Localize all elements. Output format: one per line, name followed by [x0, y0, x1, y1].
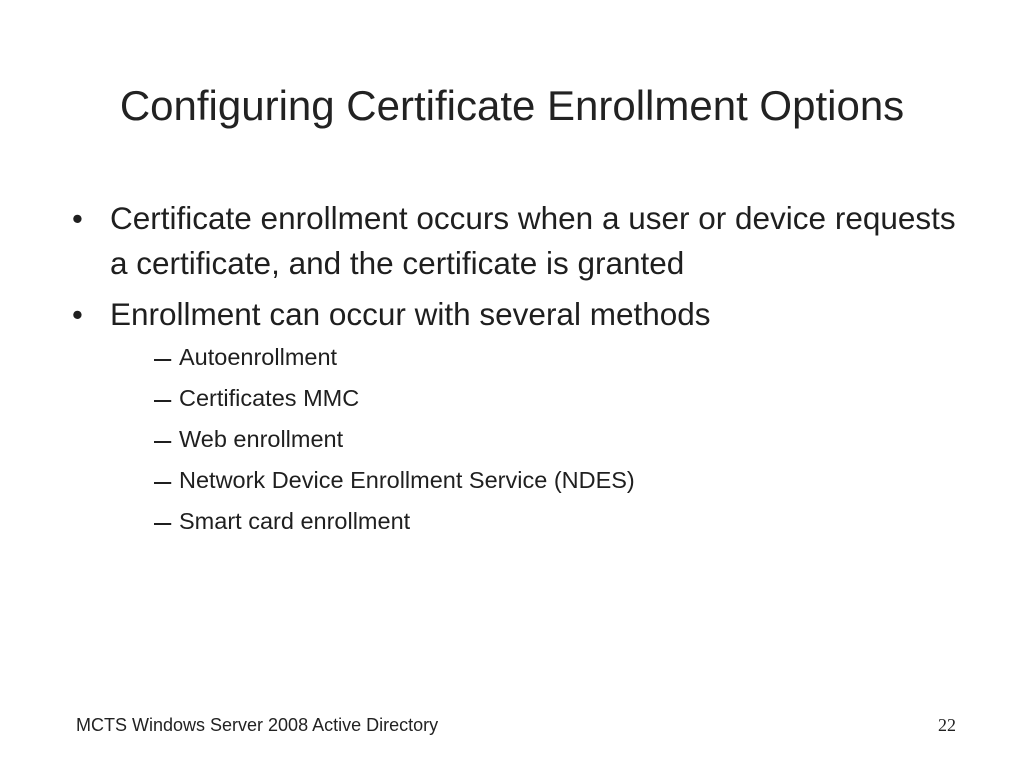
sub-bullet-item [154, 337, 972, 378]
dash-mark: – [154, 504, 172, 539]
dash-mark: – [154, 381, 172, 416]
footer-course-title: MCTS Windows Server 2008 Active Directory [76, 715, 439, 735]
bullet-list [72, 196, 972, 548]
sub-bullet-text: Network Device Enrollment Service (NDES) [179, 467, 635, 493]
slide-title: Configuring Certificate Enrollment Options [119, 82, 905, 129]
bullet-text: Certificate enrollment occurs when a user or device requests a certificate, and the certificate is granted [110, 200, 956, 281]
sub-bullet-text: Smart card enrollment [179, 508, 411, 534]
bullet-mark: • [72, 297, 83, 332]
sub-bullet-list [110, 337, 972, 542]
dash-mark: – [154, 463, 172, 498]
sub-bullet-item [154, 419, 972, 460]
dash-mark: – [154, 340, 172, 375]
sub-bullet-item [154, 501, 972, 542]
dash-mark: – [154, 422, 172, 457]
bullet-text: Enrollment can occur with several methods [110, 296, 711, 332]
sub-bullet-text: Certificates MMC [179, 385, 360, 411]
sub-bullet-text: Autoenrollment [179, 344, 338, 370]
sub-bullet-item [154, 460, 972, 501]
slide-number: 22 [938, 715, 956, 735]
bullet-item [72, 196, 972, 286]
bullet-mark: • [72, 201, 83, 236]
sub-bullet-item [154, 378, 972, 419]
bullet-item [72, 292, 972, 542]
sub-bullet-text: Web enrollment [179, 426, 344, 452]
